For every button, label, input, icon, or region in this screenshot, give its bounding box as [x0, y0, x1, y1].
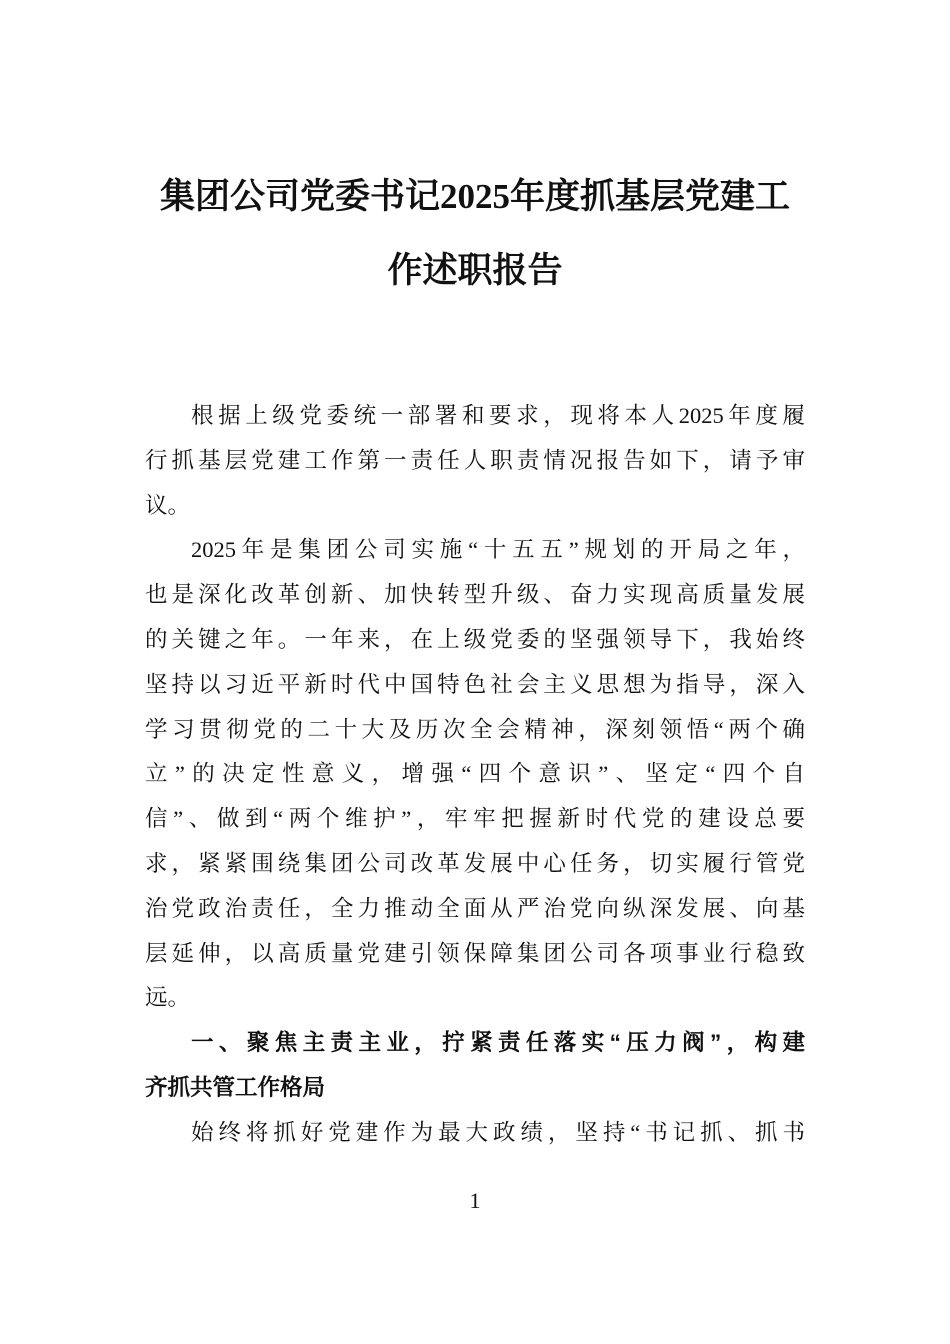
paragraph [145, 1111, 805, 1156]
text-line: 2025年是集团公司实施“十五五”规划的开局之年， [191, 537, 805, 563]
text-line: 始终将抓好党建作为最大政绩，坚持“书记抓、抓书 [191, 1119, 805, 1145]
text-line: 行抓基层党建工作第一责任人职责情况报告如下，请予审 [145, 447, 805, 473]
text-line: 根据上级党委统一部署和要求，现将本人2025年度履 [191, 403, 805, 428]
text-line: 立”的决定性意义，增强“四个意识”、坚定“四个自 [145, 761, 805, 787]
paragraph [145, 528, 805, 1021]
paragraph [145, 394, 805, 528]
text-line: 议。 [145, 492, 191, 518]
text-line: 齐抓共管工作格局 [145, 1074, 326, 1100]
title-line-2: 作述职报告 [387, 251, 563, 290]
text-line: 也是深化改革创新、加快转型升级、奋力实现高质量发展 [145, 582, 805, 608]
text-line: 信”、做到“两个维护”，牢牢把握新时代党的建设总要 [145, 806, 805, 832]
text-line: 远。 [145, 985, 191, 1011]
title-line-1: 集团公司党委书记2025年度抓基层党建工 [159, 177, 790, 216]
text-line: 学习贯彻党的二十大及历次全会精神，深刻领悟“两个确 [145, 716, 805, 742]
document-body [145, 394, 805, 1156]
page-number: 1 [469, 1188, 481, 1213]
section-heading [145, 1021, 805, 1111]
document-title [120, 160, 830, 308]
text-line: 求，紧紧围绕集团公司改革发展中心任务，切实履行管党 [145, 850, 805, 876]
text-line: 一、聚焦主责主业，拧紧责任落实“压力阀”，构建 [191, 1030, 805, 1056]
text-line: 层延伸，以高质量党建引领保障集团公司各项事业行稳致 [145, 940, 805, 966]
text-line: 的关键之年。一年来，在上级党委的坚强领导下，我始终 [145, 626, 805, 652]
text-line: 坚持以习近平新时代中国特色社会主义思想为指导，深入 [145, 671, 805, 697]
text-line: 治党政治责任，全力推动全面从严治党向纵深发展、向基 [145, 895, 805, 921]
